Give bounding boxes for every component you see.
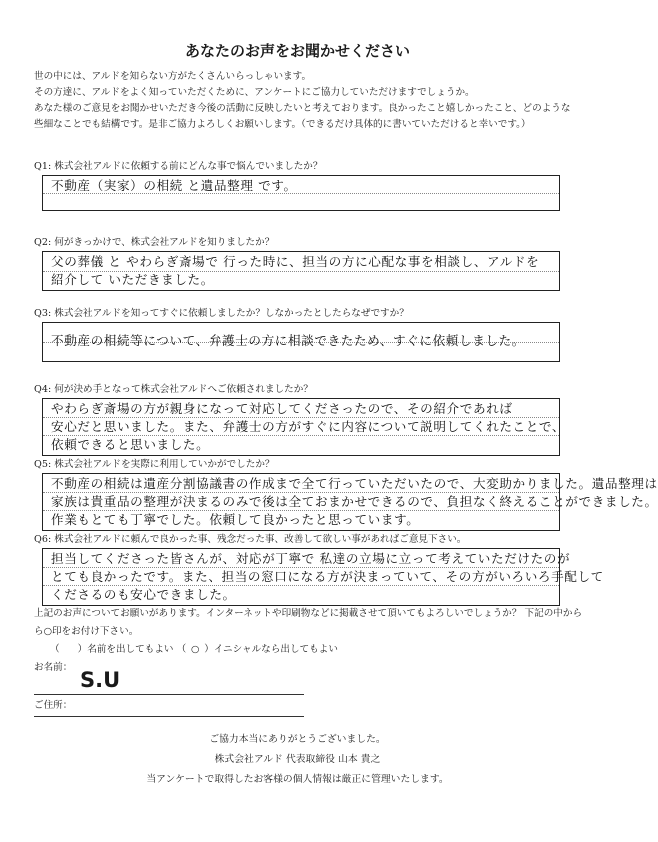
answer-1-line-1: 不動産（実家）の相続 と遺品整理 です。 <box>51 178 297 193</box>
name-value[interactable]: S.U <box>80 668 121 692</box>
request-line-2: ら○印をお付け下さい。 <box>34 626 139 637</box>
closing-thanks: ご協力本当にありがとうございました。 <box>209 734 386 745</box>
answer-6-line-3: くださるのも安心できました。 <box>51 587 236 602</box>
answer-6-line-2: とても良かったです。また、担当の窓口になる方が決まっていて、その方がいろいろ手配して <box>51 569 604 584</box>
answer-5-line-3: 作業もとても丁寧でした。依頼して良かったと思っています。 <box>51 512 420 527</box>
answer-3-line-1: 不動産の相続等について、弁護士の方に相談できたため、すぐに依頼しました。 <box>51 333 525 348</box>
request-line-1: 上記のお声についてお願いがあります。インターネットや印刷物などに掲載させて頂いてもよろしいでしょうか？ 下記の中から <box>34 608 583 619</box>
answer-4-line-1: やわらぎ斎場の方が親身になって対応してくださったので、その紹介であれば <box>51 401 513 416</box>
answer-box-1 <box>42 175 560 211</box>
intro-line-2: その方達に、アルドをよく知っていただくために、アンケートにご協力していただけますでしょうか。 <box>34 87 475 98</box>
question-1-label: Q1: 株式会社アルドに依頼する前にどんな事で悩んでいましたか？ <box>34 161 323 172</box>
closing-privacy: 当アンケートで取得したお客様の個人情報は厳正に管理いたします。 <box>146 774 449 785</box>
intro-line-3: あなた様のご意見をお聞かせいただき今後の活動に反映したいと考えております。良かったこと嬉しかったこと、どのような <box>34 103 571 114</box>
consent-option-2-label: イニシャルなら出してもよい <box>213 644 338 655</box>
answer-4-line-3: 依頼できると思いました。 <box>51 437 210 452</box>
answer-box-5 <box>42 473 658 531</box>
name-label: お名前： <box>34 662 73 673</box>
answer-box-2 <box>42 251 560 291</box>
intro-line-4: 些細なことでも結構です。是非ご協力よろしくお願いします。（できるだけ具体的に書いていただけると幸いです。） <box>34 119 531 130</box>
question-5-label: Q5: 株式会社アルドを実際に利用していかがでしたか？ <box>34 459 275 470</box>
answer-2-line-2: 紹介して いただきました。 <box>51 272 214 287</box>
answer-5-line-1: 不動産の相続は遺産分割協議書の作成まで全て行っていただいたので、大変助かりました。遺品整理は <box>51 476 658 491</box>
answer-box-3 <box>42 322 560 362</box>
answer-6-line-1: 担当してくださった皆さんが、対応が丁寧で 私達の立場に立って考えていただけたのが <box>51 551 571 566</box>
question-4-label: Q4: 何が決め手となって株式会社アルドへご依頼されましたか？ <box>34 384 313 395</box>
answer-2-line-1: 父の葬儀 と やわらぎ斎場で 行った時に、担当の方に心配な事を相談し、アルドを <box>51 254 540 269</box>
closing-company: 株式会社アルド 代表取締役 山本 貴之 <box>214 754 381 765</box>
address-underline <box>34 716 304 717</box>
page-title: あなたのお声をお聞かせください <box>184 42 410 60</box>
consent-option-1-label: 名前を出してもよい <box>87 644 174 655</box>
intro-line-1: 世の中には、アルドを知らない方がたくさんいらっしゃいます。 <box>34 71 312 82</box>
answer-4-line-2: 安心だと思いました。また、弁護士の方がすぐに内容について説明してくれたことで、 <box>51 419 566 434</box>
consent-option-2-mark[interactable]: ○ <box>191 644 200 655</box>
answer-5-line-2: 家族は貴重品の整理が決まるのみで後は全ておまかせできるので、負担なく終えることができました。 <box>51 494 658 509</box>
address-label: ご住所： <box>34 700 73 711</box>
question-3-label: Q3: 株式会社アルドを知ってすぐに依頼しましたか？しなかったとしたらなぜですか？ <box>34 308 409 319</box>
consent-options: （ ）名前を出してもよい （ ○ ）イニシャルなら出してもよい <box>50 644 338 655</box>
question-6-label: Q6: 株式会社アルドに頼んで良かった事、残念だった事、改善して欲しい事があればご意見下さい。 <box>34 534 467 545</box>
answer-box-4 <box>42 398 566 456</box>
answer-box-6 <box>42 548 604 606</box>
name-underline <box>34 694 304 695</box>
question-2-label: Q2: 何がきっかけで、株式会社アルドを知りましたか？ <box>34 237 275 248</box>
